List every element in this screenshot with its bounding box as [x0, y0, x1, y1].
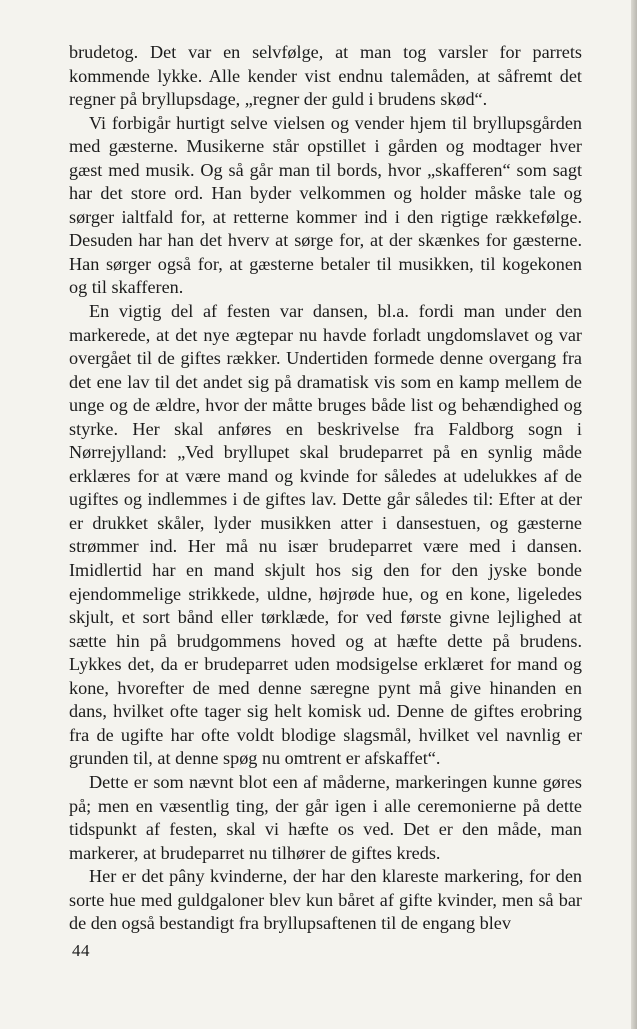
paragraph-5: Her er det pâny kvinderne, der har den klareste markering, for den sorte hue med guldgaloner blev kun båret af gifte kvinder, men så bar de den også bestandigt fra bryllupsaftenen til de engang blev	[69, 866, 582, 934]
page-number: 44	[72, 941, 90, 960]
paragraph-2: Vi forbigår hurtigt selve vielsen og vender hjem til bryllupsgården med gæsterne. Musikerne står opstillet i gården og modtager hver gæst med musik. Og så går man til bords, hvor „skafferen“ som sagt har det store ord. Han byder velkommen og holder måske tale og sørger ialtfald for, at retterne kommer ind i den rigtige rækkefølge. Desuden har han det hverv at sørge for, at der skænkes for gæsterne. Han sørger også for, at gæsterne betaler til musikken, til kogekonen og til skafferen.	[69, 112, 582, 298]
paragraph-1: brudetog. Det var en selvfølge, at man tog varsler for parrets kommende lykke. Alle kender vist endnu talemåden, at såfremt det regner på bryllupsdage, „regner der guld i brudens skød“.	[69, 42, 582, 110]
paragraph-3: En vigtig del af festen var dansen, bl.a. fordi man under den markerede, at det nye ægtepar nu havde forladt ungdomslavet og var overgået til de giftes rækker. Undertiden formede denne overgang fra det ene lav til det andet sig på dramatisk vis som en kamp mellem de unge og de ældre, hvor der måtte bruges både list og behændighed og styrke. Her skal anføres en beskrivelse fra Faldborg sogn i Nørrejylland: „Ved bryllupet skal brudeparret på en synlig måde erklæres for at være mand og kvinde for således at udelukkes af de ugiftes og indlemmes i de giftes lav. Dette går således til: Efter at der er drukket skåler, lyder musikken atter i dansestuen, og gæsterne strømmer ind. Her må nu især brudeparret være med i dansen. Imidlertid har en mand skjult hos sig den for den jyske bonde ejendommelige strikkede, uldne, højrøde hue, og en kone, ligeledes skjult, et sort bånd eller tørklæde, for ved første givne lejlighed at sætte hin på brudgommens hoved og at hæfte dette på brudens. Lykkes det, da er brudeparret uden modsigelse erklæret for mand og kone, hvorefter de med denne særegne pynt må give hinanden en dans, hvilket ofte tager sig helt komisk ud. Denne de giftes erobring fra de ugifte har ofte voldt blodige slagsmål, hvilket vel navnlig er grunden til, at denne spøg nu omtrent er afskaffet“.	[69, 301, 582, 769]
page-edge	[631, 0, 637, 1029]
paragraph-4: Dette er som nævnt blot een af måderne, markeringen kunne gøres på; men en væsentlig ting, der går igen i alle ceremonierne på dette tidspunkt af festen, skal vi hæfte os ved. Det er den måde, man markerer, at brudeparret nu tilhører de giftes kreds.	[69, 771, 582, 863]
body-text	[69, 41, 582, 936]
